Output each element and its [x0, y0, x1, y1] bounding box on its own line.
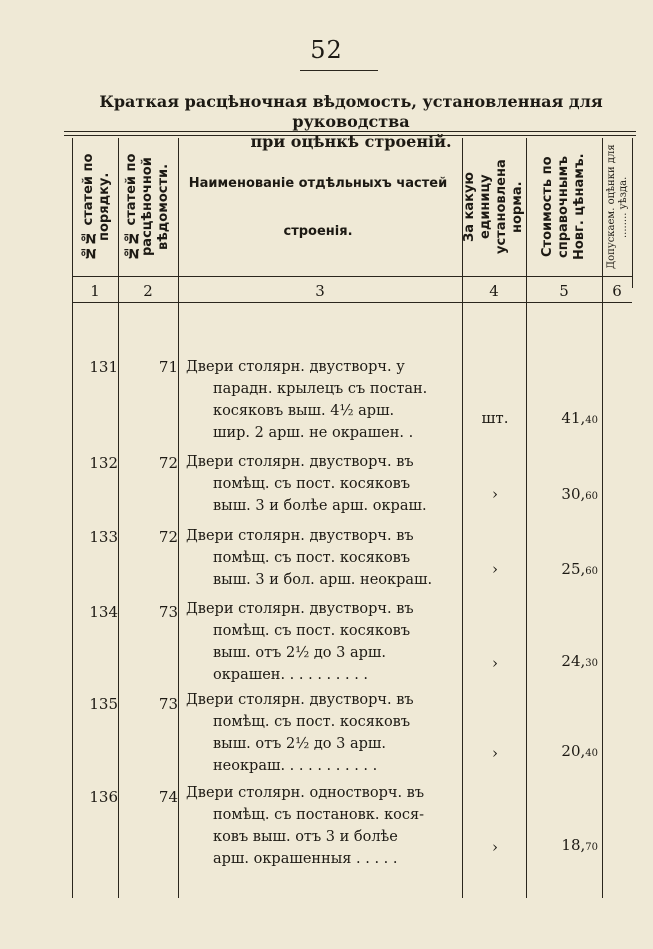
reference-number: 74	[158, 788, 178, 806]
header-col-2: №№ статей по расцѣночной вѣдомости.	[124, 153, 171, 261]
description-line: неокраш. . . . . . . . . . .	[213, 758, 378, 774]
item-description	[186, 689, 472, 777]
column-number-5: 5	[559, 282, 569, 300]
price	[530, 560, 598, 578]
price-integer: 25,	[561, 560, 586, 578]
unit: ›	[492, 485, 498, 503]
price-fraction: 60	[585, 491, 598, 502]
item-description	[186, 525, 472, 591]
description-line: шир. 2 арш. не окрашен. .	[213, 425, 414, 441]
price-integer: 41,	[561, 409, 586, 427]
description-line: Двери столярн. двустворч. въ	[186, 528, 414, 544]
description-line: косяковъ выш. 4½ арш.	[213, 403, 395, 419]
price	[530, 409, 598, 427]
description-line: окрашен. . . . . . . . . .	[213, 667, 369, 683]
reference-number: 72	[158, 528, 178, 546]
header-col-1: №№ статей по порядку.	[81, 153, 112, 261]
price	[530, 836, 598, 854]
reference-number: 73	[158, 695, 178, 713]
header-col-3-top: Наименованіе отдѣльныхъ частей	[188, 176, 448, 191]
description-line: Двери столярн. одностворч. въ	[186, 785, 425, 801]
description-line: выш. отъ 2½ до 3 арш.	[213, 645, 386, 661]
unit: ›	[492, 560, 498, 578]
page-number-underline	[300, 70, 378, 71]
header-col-3-bottom: строенія.	[283, 224, 353, 239]
title-rule-top	[64, 131, 636, 132]
price-fraction: 70	[585, 842, 598, 853]
row-number: 131	[89, 358, 118, 376]
column-number-rule	[72, 302, 632, 303]
price-integer: 24,	[561, 652, 586, 670]
column-number-3: 3	[315, 282, 325, 300]
description-line: выш. 3 и болѣе арш. окраш.	[213, 498, 427, 514]
description-line: выш. 3 и бол. арш. неокраш.	[213, 572, 433, 588]
price-fraction: 40	[585, 415, 598, 426]
column-rule-5-6	[602, 138, 603, 898]
description-line: Двери столярн. двустворч. въ	[186, 601, 414, 617]
unit: ›	[492, 744, 498, 762]
description-line: помѣщ. съ пост. косяковъ	[213, 476, 411, 492]
item-description	[186, 451, 472, 517]
column-rule-left	[72, 138, 73, 898]
price-fraction: 40	[585, 748, 598, 759]
column-rule-2-3	[178, 138, 179, 898]
description-line: Двери столярн. двустворч. въ	[186, 454, 414, 470]
price-integer: 18,	[561, 836, 586, 854]
price-integer: 30,	[561, 485, 586, 503]
description-line: Двери столярн. двустворч. у	[186, 359, 405, 375]
reference-number: 71	[158, 358, 178, 376]
description-line: арш. окрашенныя . . . . .	[213, 851, 398, 867]
row-number: 134	[89, 603, 118, 621]
price	[530, 652, 598, 670]
title-rule-bottom	[64, 135, 636, 136]
price-integer: 20,	[561, 742, 586, 760]
reference-number: 73	[158, 603, 178, 621]
reference-number: 72	[158, 454, 178, 472]
column-number-4: 4	[489, 282, 499, 300]
column-number-6: 6	[612, 282, 622, 300]
header-col-6: Допускаем. оцѣнки для ........ уѣзда.	[606, 144, 629, 270]
row-number: 135	[89, 695, 118, 713]
column-number-2: 2	[143, 282, 153, 300]
description-line: помѣщ. съ постановк. кося-	[213, 807, 425, 823]
description-line: Двери столярн. двустворч. въ	[186, 692, 414, 708]
description-line: помѣщ. съ пост. косяковъ	[213, 550, 411, 566]
price-fraction: 30	[585, 658, 598, 669]
price	[530, 485, 598, 503]
unit: ›	[492, 838, 498, 856]
item-description	[186, 356, 472, 444]
description-line: помѣщ. съ пост. косяковъ	[213, 623, 411, 639]
title-line-1: Краткая расцѣночная вѣдомость, установленная для руководства	[99, 92, 603, 131]
header-col-4: За какую единицу установлена норма.	[462, 159, 525, 255]
column-rule-right	[632, 138, 633, 288]
price	[530, 742, 598, 760]
description-line: ковъ выш. отъ 3 и болѣе	[213, 829, 398, 845]
unit: шт.	[481, 409, 509, 427]
page-number: 52	[310, 36, 343, 64]
item-description	[186, 598, 472, 686]
description-line: парадн. крылецъ съ постан.	[213, 381, 428, 397]
header-col-5: Стоимость по справочнымъ Новг. цѣнамъ.	[540, 153, 587, 261]
row-number: 136	[89, 788, 118, 806]
row-number: 133	[89, 528, 118, 546]
column-number-1: 1	[90, 282, 100, 300]
unit: ›	[492, 654, 498, 672]
row-number: 132	[89, 454, 118, 472]
item-description	[186, 782, 472, 870]
column-rule-1-2	[118, 138, 119, 898]
description-line: помѣщ. съ пост. косяковъ	[213, 714, 411, 730]
price-fraction: 60	[585, 566, 598, 577]
header-rule	[72, 276, 632, 277]
title-line-2: при оцѣнкѣ строеній.	[250, 132, 452, 151]
column-rule-4-5	[526, 138, 527, 898]
description-line: выш. отъ 2½ до 3 арш.	[213, 736, 386, 752]
